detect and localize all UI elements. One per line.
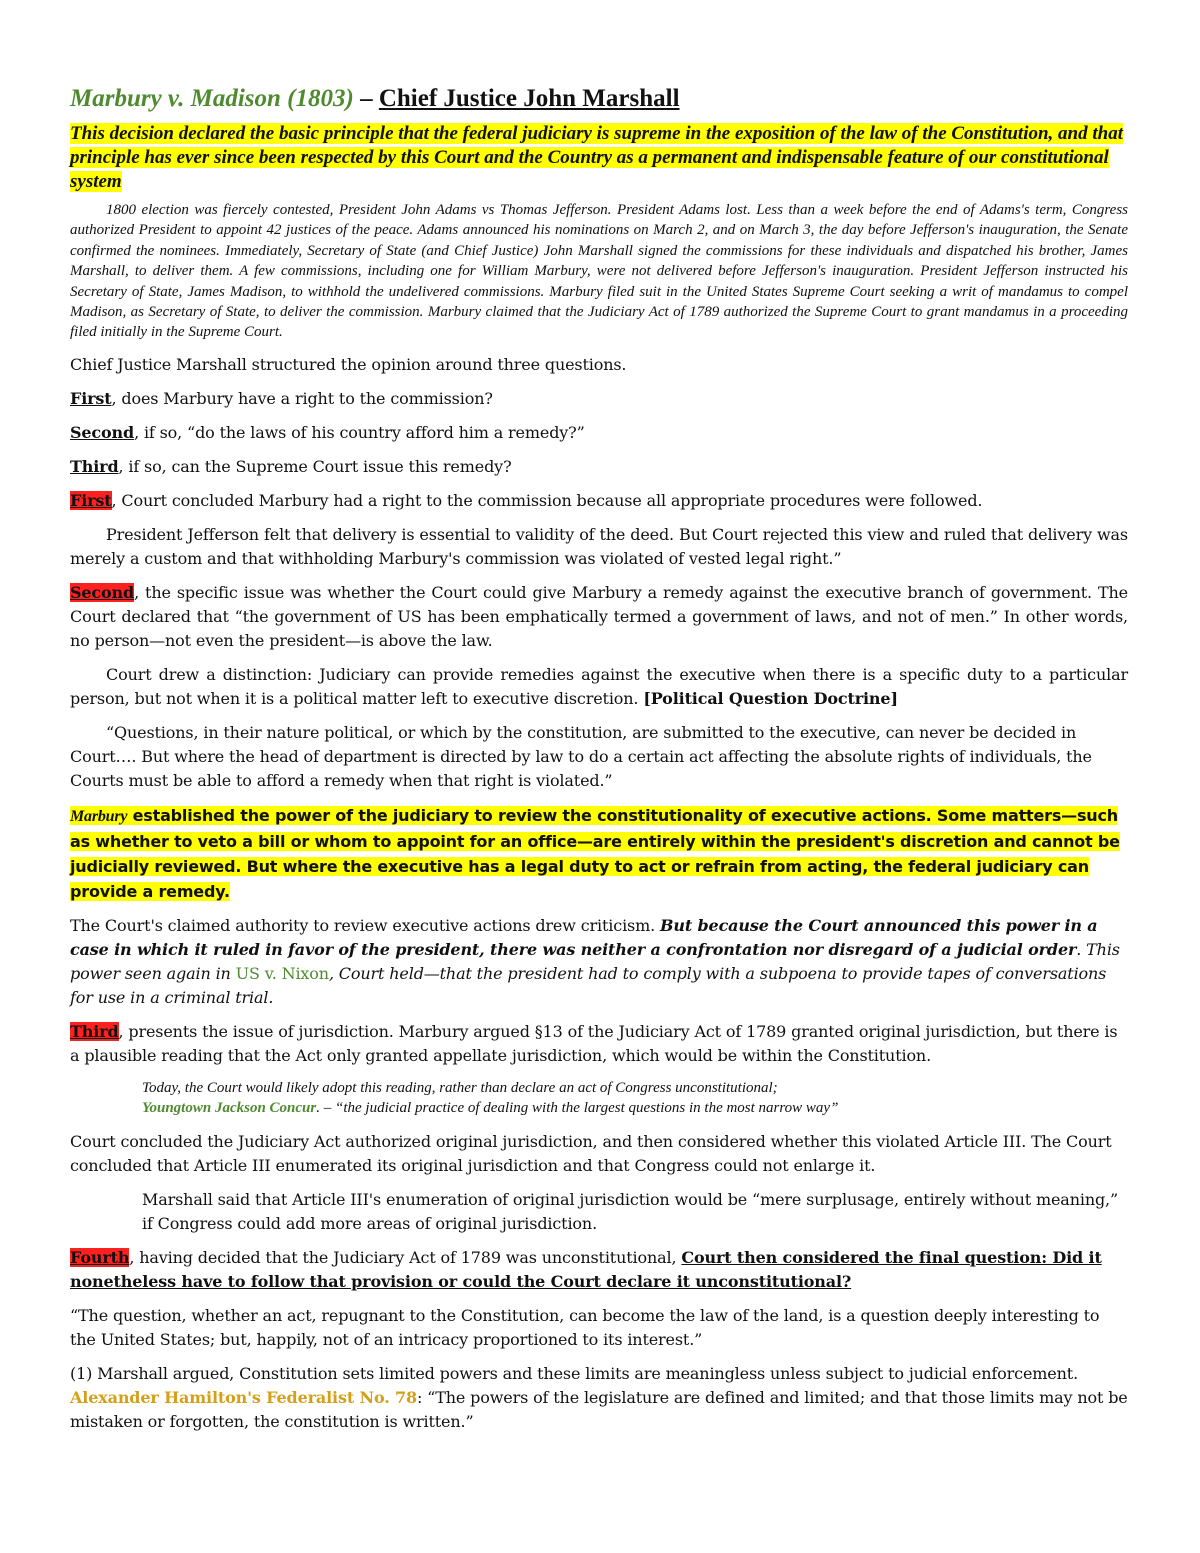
marshall-argument [70,1362,1128,1434]
article-three-conclusion: Court concluded the Judiciary Act authorized original jurisdiction, and then considered whether this violated Article III. The Court concluded that Article III enumerated its original jurisdiction and that Congress could not enlarge it. [70,1131,1112,1175]
question-first-text: , does Marbury have a right to the commission? [111,388,493,408]
question-third [70,455,1128,479]
argument-rest: : “The powers of the legislature are defined and limited; and that those limits may not be mistaken or forgotten, the constitution is written.” [70,1387,1128,1431]
nixon-lead: This power seen again in [70,939,1120,983]
note-line-one: Today, the Court would likely adopt this reading, rather than declare an act of Congress unconstitutional; [142,1079,778,1096]
fourth-answer-label: Fourth [70,1247,130,1267]
third-answer-label: Third [70,1021,119,1041]
highlight-case-name: Marbury [70,807,128,825]
nixon-case: US v. Nixon [235,963,329,983]
political-question-doctrine: [Political Question Doctrine] [643,688,898,708]
final-question: Court then considered the final question: Did it nonetheless have to follow that provision or could the Court declare it unconstitutional? [70,1247,1102,1291]
jackson-note [142,1078,1128,1118]
nixon-rest: , Court held—that the president had to comply with a subpoena to provide tapes of conversations for use in a criminal trial. [70,963,1107,1007]
third-answer-text: , presents the issue of jurisdiction. Marbury argued §13 of the Judiciary Act of 1789 granted original jurisdiction, but there is a plausible reading that the Act only granted appellate jurisdiction, which would be within the Constitution. [70,1021,1118,1065]
third-answer [70,1020,1128,1068]
document-page [70,82,1128,1444]
judicial-review-highlight [70,803,1128,904]
question-first-label: First [70,388,112,408]
criticism-period: . [1076,939,1082,959]
intro-paragraph: Chief Justice Marshall structured the opinion around three questions. [70,354,627,374]
second-answer [70,581,1128,653]
criticism-emphasis: But because the Court announced this power in a case in which it ruled in favor of the president, there was neither a confrontation nor disregard of a judicial order [70,915,1098,959]
federalist-source: Alexander Hamilton's Federalist No. 78 [70,1387,417,1407]
distinction-text: Court drew a distinction: Judiciary can provide remedies against the executive when there is a specific duty to a particular person, but not when it is a political matter left to executive discretion. [70,664,1128,708]
second-answer-text: , the specific issue was whether the Court could give Marbury a remedy against the executive branch of government. The Court declared that “the government of US has been emphatically termed a government of laws, and not of men.” In other words, no person—not even the president—is above the law. [70,582,1128,650]
criticism-paragraph [70,914,1128,1010]
first-answer [70,489,1128,513]
thesis-text: This decision declared the basic principle that the federal judiciary is supreme in the exposition of the law of the Constitution, and that principle has ever since been respected by this Court and the Country as a permanent and indispensable feature of our constitutional system [70,123,1123,192]
question-second-label: Second [70,422,135,442]
second-answer-label: Second [70,582,135,602]
chief-justice-name: Chief Justice John Marshall [378,85,680,112]
highlight-text: established the power of the judiciary to review the constitutionality of executive actions. Some matters—such as whether to veto a bill or whom to appoint for an office—are entirely within the president's discretion and cannot be judicially reviewed. But where the executive has a legal duty to act or refrain from acting, the federal judiciary can provide a remedy. [70,805,1120,901]
surplusage-paragraph: Marshall said that Article III's enumeration of original jurisdiction would be “mere surplusage, entirely without meaning,” if Congress could add more areas of original jurisdiction. [142,1189,1119,1233]
question-second [70,421,1128,445]
page-title [70,82,1128,116]
fourth-answer-text: , having decided that the Judiciary Act of 1789 was unconstitutional, [129,1247,682,1267]
facts-paragraph: 1800 election was fiercely contested, President John Adams vs Thomas Jefferson. President Adams lost. Less than a week before the end of Adams's term, Congress authorized President to appoint 42 justices of the peace. Adams announced his nominations on March 2, and on March 3, the day before Jefferson's inauguration, the Senate confirmed the nominees. Immediately, Secretary of State (and Chief Justice) John Marshall signed the commissions for these individuals and dispatched his brother, James Marshall, to deliver them. A few commissions, including one for William Marbury, were not delivered before Jefferson's inauguration. President Jefferson instructed his Secretary of State, James Madison, to withhold the undelivered commissions. Marbury filed suit in the United States Supreme Court seeking a writ of mandamus to compel Madison, as Secretary of State, to deliver the commission. Marbury claimed that the Judiciary Act of 1789 authorized the Supreme Court to grant mandamus in a proceeding filed initially in the Supreme Court. [70,202,1128,341]
question-third-label: Third [70,456,119,476]
criticism-plain: The Court's claimed authority to review executive actions drew criticism. [70,915,660,935]
distinction-paragraph [70,663,1128,711]
political-quote: “Questions, in their nature political, or which by the constitution, are submitted to the executive, can never be decided in Court…. But where the head of department is directed by law to do a certain act affecting the absolute rights of individuals, the Courts must be able to afford a remedy when that right is violated.” [70,722,1092,790]
note-quote: . – “the judicial practice of dealing with the largest questions in the most narrow way” [316,1099,839,1116]
first-answer-label: First [70,490,112,510]
fourth-answer [70,1246,1128,1294]
final-quote: “The question, whether an act, repugnant to the Constitution, can become the law of the land, is a question deeply interesting to the United States; but, happily, not of an intricacy proportioned to its interest.” [70,1305,1100,1349]
case-name: Marbury v. Madison (1803) [70,85,354,112]
youngstown-case: Youngtown Jackson Concur [142,1099,317,1116]
title-dash: – [353,85,379,112]
question-second-text: , if so, “do the laws of his country afford him a remedy?” [134,422,585,442]
argument-lead: (1) Marshall argued, Constitution sets limited powers and these limits are meaningless unless subject to judicial enforcement. [70,1363,1078,1383]
highlight-wrapper [70,806,1120,901]
first-detail: President Jefferson felt that delivery is essential to validity of the deed. But Court rejected this view and ruled that delivery was merely a custom and that withholding Marbury's commission was violated of vested legal right.” [70,524,1128,568]
question-third-text: , if so, can the Supreme Court issue this remedy? [118,456,512,476]
thesis-paragraph [70,122,1128,194]
question-first [70,387,1128,411]
note-line-two [142,1098,1128,1118]
first-answer-text: , Court concluded Marbury had a right to the commission because all appropriate procedures were followed. [111,490,983,510]
